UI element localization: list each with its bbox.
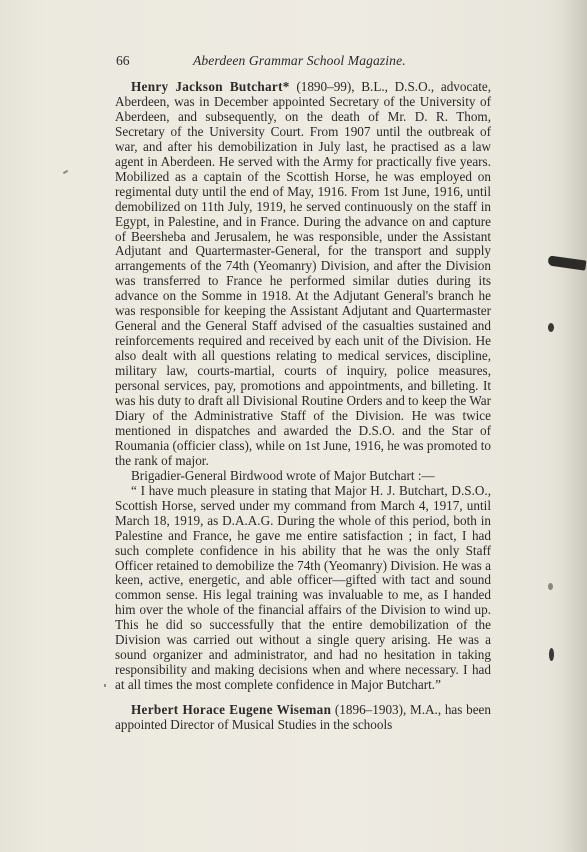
paragraph-wiseman: [115, 703, 491, 733]
paragraph-butchart: [115, 80, 491, 469]
person-name-wiseman: Herbert Horace Eugene Wiseman: [131, 702, 332, 718]
person-name-butchart: Henry Jackson Butchart*: [131, 79, 290, 94]
paragraph-wiseman-text: (1896–1903), M.A., has been appointed Director of Musical Studies in the schools: [115, 702, 491, 733]
paragraph-birdwood-intro: Brigadier-General Birdwood wrote of Major Butchart :—: [131, 467, 435, 483]
binding-hole-mark: [549, 648, 554, 661]
paper-speck: [63, 170, 68, 174]
magazine-title: Aberdeen Grammar School Magazine.: [193, 53, 406, 68]
page-number: 66: [116, 53, 130, 68]
page-edge-shadow: [545, 0, 587, 852]
article-body: [115, 80, 491, 733]
paper-speck: [104, 684, 106, 687]
paragraph-butchart-text: (1890–99), B.L., D.S.O., advocate, Aberdeen, was in December appointed Secretary of the University of Aberdeen, and subsequently, on the death of Mr. D. R. Thom, Secretary of the University Court. From 1907 until the outbreak of war, and after his demobilization in July last, he practised as a law agent in Aberdeen. He served with the Army for practically five years. Mobilized as a captain of the Scottish Horse, he was employed on regimental duty until the end of May, 1916. From 1st June, 1916, until demobilized on 11th July, 1919, he served continuously on the staff in Egypt, in Palestine, and in France. During the advance on and capture of Beersheba and Jerusalem, he was responsible, under the Assistant Adjutant and Quartermaster-General, for the transport and supply arrangements of the 74th (Yeomanry) Division, and after the Division was transferred to France he performed similar duties during its advance on the Somme in 1918. At the Adjutant General's branch he was responsible for keeping the Assistant Adjutant and Quartermaster General and the General Staff advised of the casualties sustained and reinforcements required and received by each unit of the Division. He also dealt with all questions relating to medical services, discipline, military law, courts-martial, courts of inquiry, police measures, personal services, pay, promotions and appointments, and billeting. It was his duty to draft all Divisional Routine Orders and to keep the War Diary of the Administrative Staff of the Division. He was twice mentioned in dispatches and awarded the D.S.O. and the Star of Roumania (officier class), while on 1st June, 1916, he was promoted to the rank of major.: [115, 79, 492, 468]
binding-hole-mark: [548, 583, 553, 590]
binding-hole-mark: [548, 323, 554, 332]
paragraph-quotation: “ I have much pleasure in stating that Major H. J. Butchart, D.S.O., Scottish Horse, served under my command from March 4, 1917, until March 18, 1919, as D.A.A.G. During the whole of this period, both in Palestine and France, he gave me entire satisfaction ; in fact, I had such complete confidence in his ability that he was the only Staff Officer retained to demobilize the 74th (Yeomanry) Division. He was a keen, active, energetic, and able officer—gifted with tact and sound common sense. His legal training was invaluable to me, as I handed him over the whole of the financial affairs of the Division to wind up. This he did so successfully that the entire demobilization of the Division was carried out without a single query arising. He was a sound organizer and administrator, and had no hesitation in taking responsibility and making decisions when and where necessary. I had at all times the most complete confidence in Major Butchart.”: [115, 482, 491, 693]
